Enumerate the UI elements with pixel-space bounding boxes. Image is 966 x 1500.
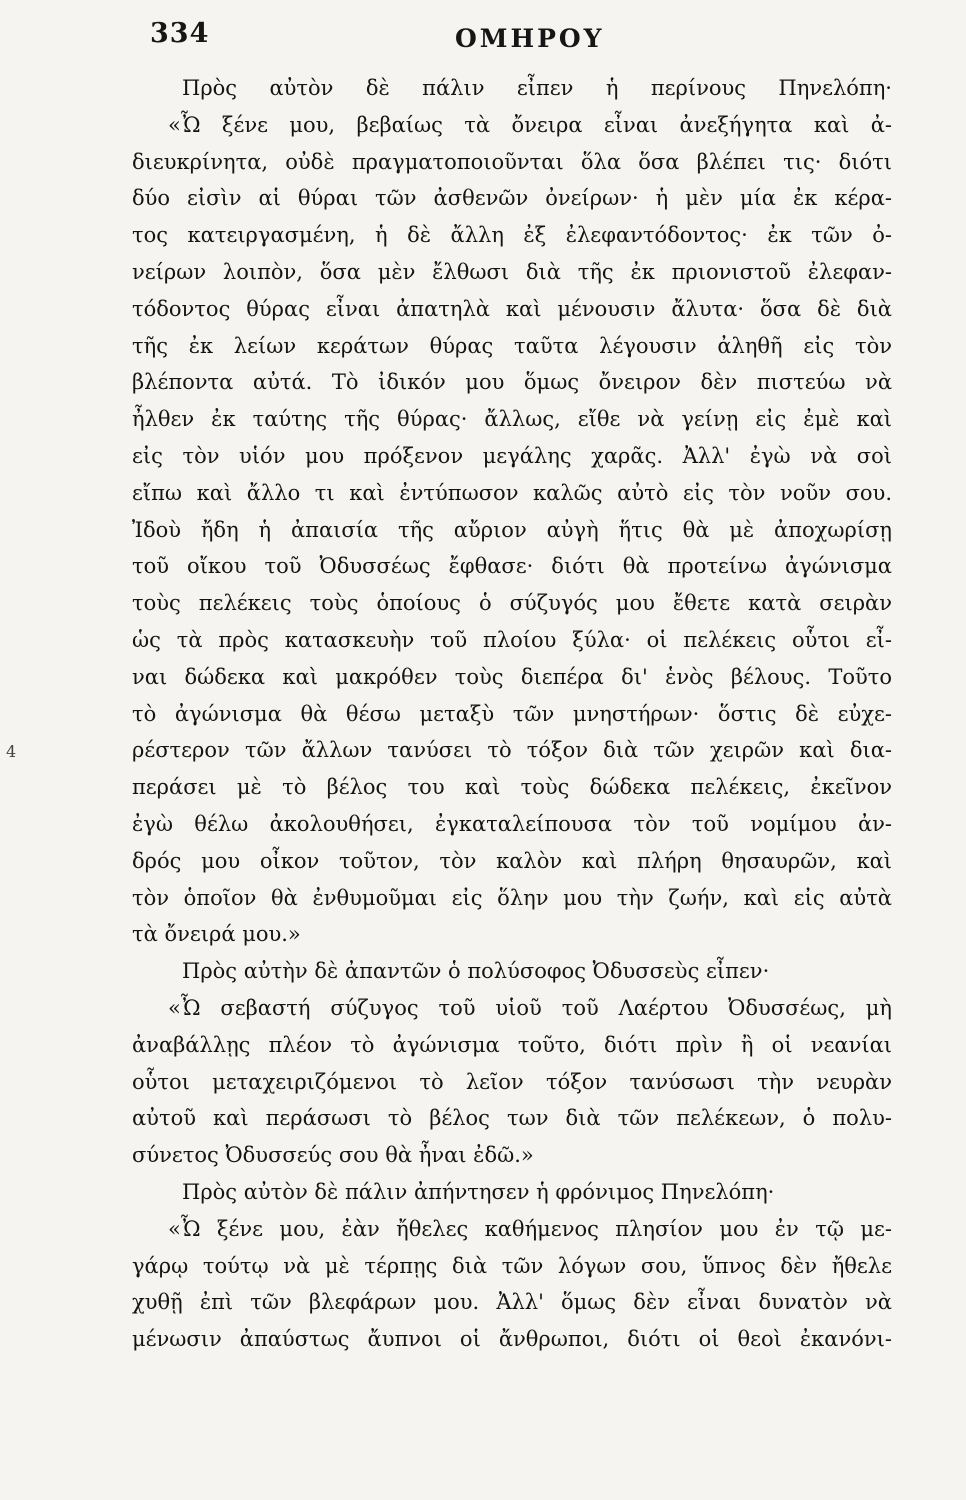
text-line: χυθῇ ἐπὶ τῶν βλεφάρων μου. Ἀλλ' ὅμως δὲν εἶναι δυνατὸν νὰ [132,1290,892,1315]
text-line: ὡς τὰ πρὸς κατασκευὴν τοῦ πλοίου ξύλα· οἱ πελέκεις οὗτοι εἶ- [132,627,892,652]
text-line: ρέστερον τῶν ἄλλων τανύσει τὸ τόξον διὰ τῶν χειρῶν καὶ δια- [132,738,892,763]
text-line: ἀναβάλλῃς πλέον τὸ ἀγώνισμα τοῦτο, διότι πρὶν ἢ οἱ νεανίαι [132,1032,892,1057]
text-line: γάρῳ τούτῳ νὰ μὲ τέρπῃς διὰ τῶν λόγων σου, ὕπνος δὲν ἤθελε [132,1253,892,1278]
text-line: «Ὦ ξένε μου, ἐὰν ἤθελες καθήμενος πλησίον μου ἐν τῷ με- [168,1216,892,1241]
text-line: σύνετος Ὀδυσσεύς σου θὰ ἦναι ἐδῶ.» [132,1143,534,1168]
text-line: Ἰδοὺ ἤδη ἡ ἀπαισία τῆς αὔριον αὐγὴ ἥτις θὰ μὲ ἀποχωρίσῃ [132,517,892,542]
page-header [150,18,910,58]
margin-mark: 4 [6,742,17,761]
text-line: τὸ ἀγώνισμα θὰ θέσω μεταξὺ τῶν μνηστήρων· ὅστις δὲ εὐχε- [132,701,892,726]
text-line: αὐτοῦ καὶ περάσωσι τὸ βέλος των διὰ τῶν πελέκεων, ὁ πολυ- [132,1106,892,1131]
text-line: διευκρίνητα, οὐδὲ πραγματοποιοῦνται ὅλα ὅσα βλέπει τις· διότι [132,149,892,174]
text-line: εἰς τὸν υἱόν μου πρόξενον μεγάλης χαρᾶς. Ἀλλ' ἐγὼ νὰ σοὶ [132,443,892,468]
text-line: τῆς ἐκ λείων κεράτων θύρας ταῦτα λέγουσιν ἀληθῆ εἰς τὸν [132,333,892,358]
text-line: τος κατειργασμένη, ἡ δὲ ἄλλη ἐξ ἐλεφαντόδοντος· ἐκ τῶν ὀ- [132,223,892,248]
running-title: ΟΜΗΡΟΥ [455,24,605,53]
text-line: δύο εἰσὶν αἱ θύραι τῶν ἀσθενῶν ὀνείρων· ἡ μὲν μία ἐκ κέρα- [132,186,892,211]
text-line: «Ὦ σεβαστή σύζυγος τοῦ υἱοῦ τοῦ Λαέρτου Ὀδυσσέως, μὴ [168,995,892,1020]
text-line: τὸν ὁποῖον θὰ ἐνθυμοῦμαι εἰς ὅλην μου τὴν ζωήν, καὶ εἰς αὐτὰ [132,885,892,910]
text-line: τόδοντος θύρας εἶναι ἀπατηλὰ καὶ μένουσιν ἄλυτα· ὅσα δὲ διὰ [132,296,892,321]
body-text [132,70,892,1358]
page-number: 334 [150,18,210,49]
text-line: δρός μου οἶκον τοῦτον, τὸν καλὸν καὶ πλήρη θησαυρῶν, καὶ [132,848,892,873]
text-line: ἦλθεν ἐκ ταύτης τῆς θύρας· ἄλλως, εἴθε νὰ γείνῃ εἰς ἐμὲ καὶ [132,407,892,432]
text-line: νείρων λοιπὸν, ὅσα μὲν ἔλθωσι διὰ τῆς ἐκ πριονιστοῦ ἐλεφαν- [132,259,892,284]
text-line: ναι δώδεκα καὶ μακρόθεν τοὺς διεπέρα δι' ἑνὸς βέλους. Τοῦτο [132,664,892,689]
text-line: τοῦ οἴκου τοῦ Ὀδυσσέως ἔφθασε· διότι θὰ προτείνω ἀγώνισμα [132,554,892,579]
text-line: «Ὦ ξένε μου, βεβαίως τὰ ὄνειρα εἶναι ἀνεξήγητα καὶ ἀ- [168,112,892,137]
text-line: περάσει μὲ τὸ βέλος του καὶ τοὺς δώδεκα πελέκεις, ἐκεῖνον [132,775,892,800]
text-line: ἐγὼ θέλω ἀκολουθήσει, ἐγκαταλείπουσα τὸν τοῦ νομίμου ἀν- [132,811,892,836]
text-line: τοὺς πελέκεις τοὺς ὁποίους ὁ σύζυγός μου ἔθετε κατὰ σειρὰν [132,591,892,616]
text-line: Πρὸς αὐτὸν δὲ πάλιν εἶπεν ἡ περίνους Πηνελόπη· [182,76,892,100]
text-line: βλέποντα αὐτά. Τὸ ἰδικόν μου ὅμως ὄνειρον δὲν πιστεύω νὰ [132,370,892,395]
text-line: εἴπω καὶ ἄλλο τι καὶ ἐντύπωσον καλῶς αὐτὸ εἰς τὸν νοῦν σου. [132,480,892,505]
text-line: Πρὸς αὐτὴν δὲ ἀπαντῶν ὁ πολύσοφος Ὀδυσσεὺς εἶπεν· [182,959,770,984]
text-line: οὗτοι μεταχειριζόμενοι τὸ λεῖον τόξον τανύσωσι τὴν νευρὰν [132,1069,892,1094]
text-line: μένωσιν ἀπαύστως ἄυπνοι οἱ ἄνθρωποι, διότι οἱ θεοὶ ἐκανόνι- [132,1327,892,1352]
text-line: τὰ ὄνειρά μου.» [132,922,301,947]
text-line: Πρὸς αὐτὸν δὲ πάλιν ἀπήντησεν ἡ φρόνιμος Πηνελόπη· [182,1179,775,1204]
